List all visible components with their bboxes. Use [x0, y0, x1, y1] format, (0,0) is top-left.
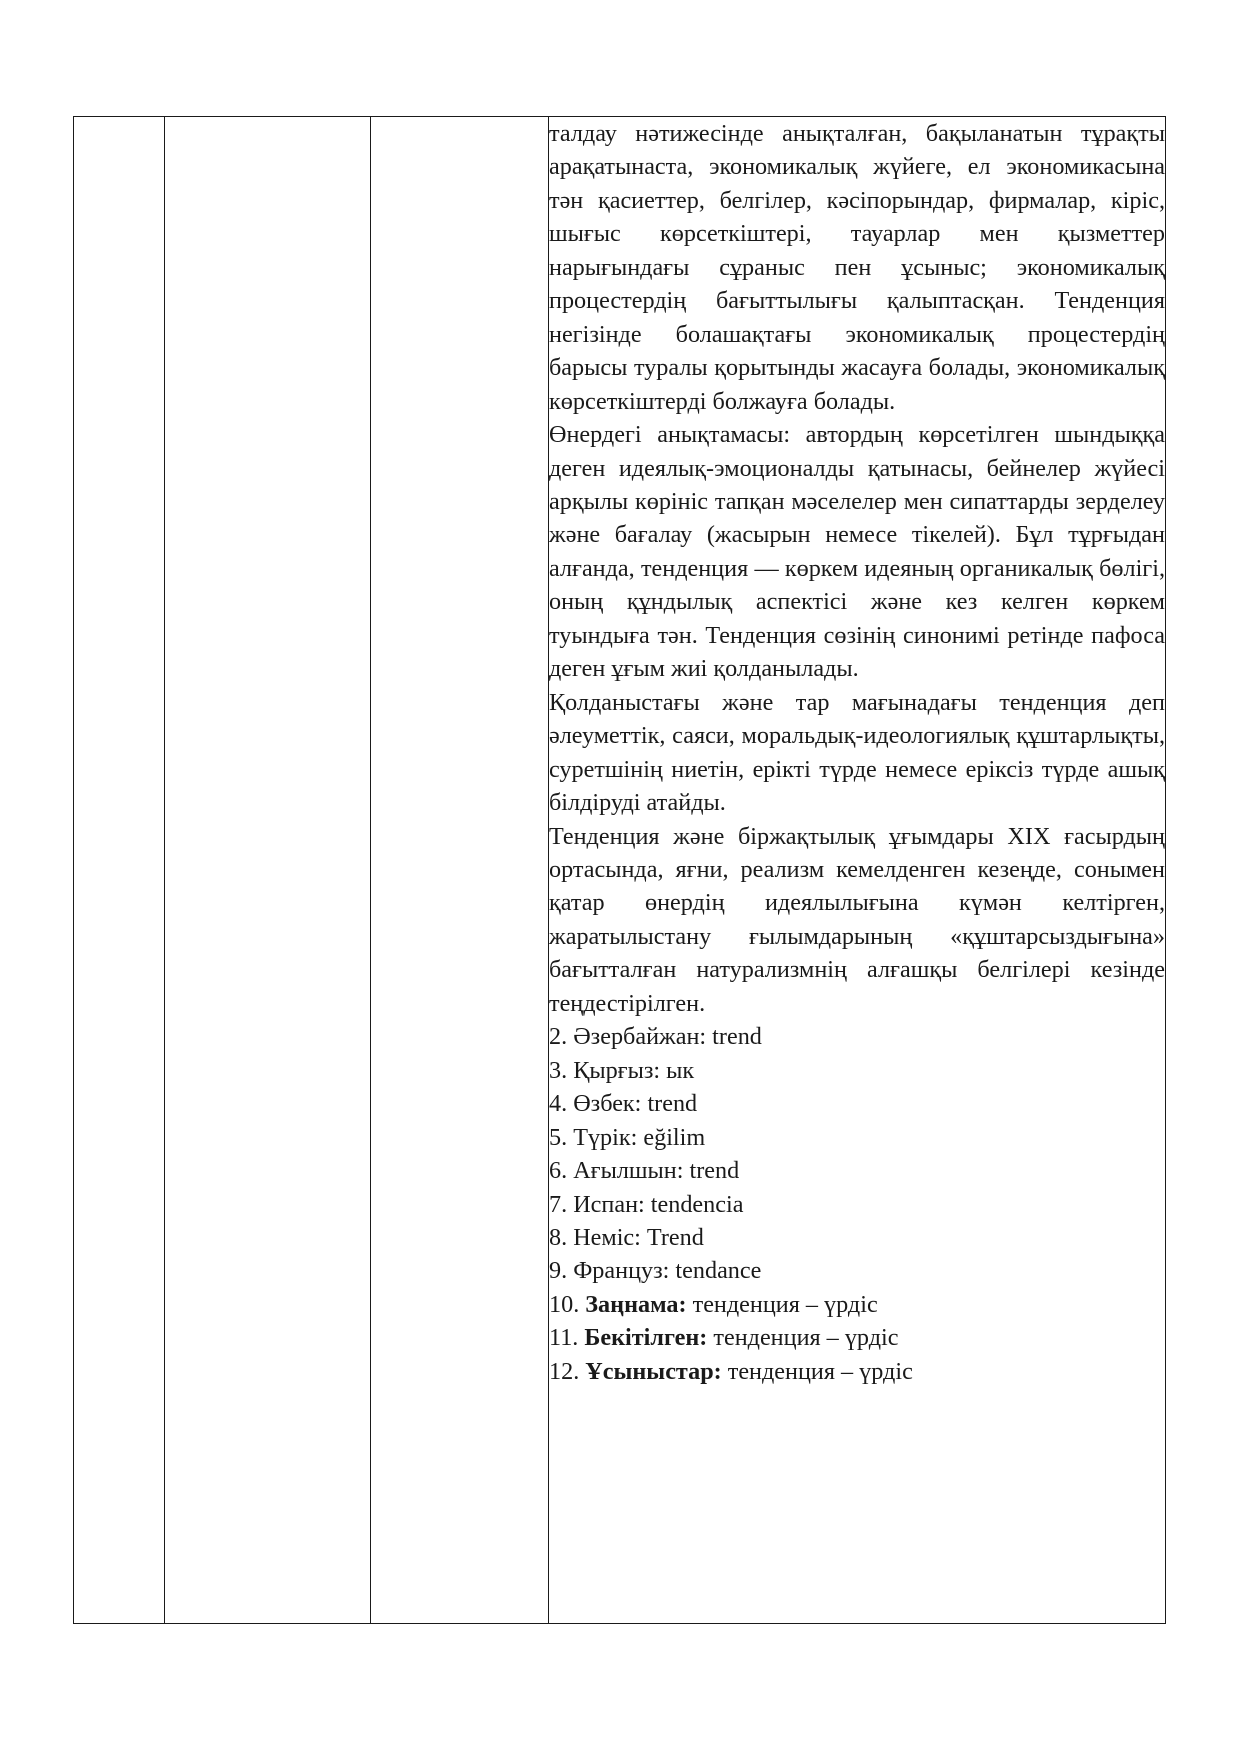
translation-item: 8. Неміс: Trend	[549, 1223, 704, 1251]
table-row	[74, 117, 1166, 1624]
translation-item: 6. Ағылшын: trend	[549, 1157, 740, 1185]
term-number: 12.	[549, 1357, 586, 1385]
translation-item: 3. Қырғыз: ык	[549, 1056, 695, 1084]
table-cell-3	[371, 117, 549, 1624]
translation-item: 2. Әзербайжан: trend	[549, 1023, 762, 1051]
paragraph-art-definition: Өнердегі анықтамасы: автордың көрсетілген шындыққа деген идеялық-эмоционалды қатынасы, бейнелер жүйесі арқылы көрініс тапқан мәселелер мен сипаттарды зерделеу және бағалау (жасырын немесе тікелей). Бұл тұрғыдан алғанда, тенденция — көркем идеяның органикалық бөлігі, оның құндылық аспектісі және кез келген көркем туындыға тән. Тенденция сөзінің синонимі ретінде пафоса деген ұғым жиі қолданылады.	[549, 421, 1165, 683]
translation-item: 4. Өзбек: trend	[549, 1090, 698, 1118]
table-cell-1	[74, 117, 165, 1624]
translation-item: 7. Испан: tendencia	[549, 1190, 744, 1218]
table-cell-text	[549, 117, 1166, 1624]
table-cell-2	[165, 117, 371, 1624]
term-number: 11.	[549, 1324, 585, 1352]
term-legislation	[549, 1288, 1165, 1321]
paragraph-history: Тенденция және біржақтылық ұғымдары XIX ғасырдың ортасында, яғни, реализм кемелденген кезеңде, сонымен қатар өнердің идеялылығына күмән келтірген, жаратылыстану ғылымдарының «құштарсыздығына» бағытталған натурализмнің алғашқы белгілері кезінде теңдестірілген.	[549, 822, 1165, 1017]
term-label: Бекітілген:	[584, 1324, 708, 1352]
paragraph-narrow-meaning: Қолданыстағы және тар мағынадағы тенденция деп әлеуметтік, саяси, моральдық-идеологиялық құштарлықты, суретшінің ниетін, ерікті түрде немесе еріксіз түрде ашық білдіруді атайды.	[549, 688, 1165, 817]
term-number: 10.	[549, 1290, 586, 1318]
term-value: тенденция – үрдіс	[721, 1357, 913, 1385]
paragraph-economics: талдау нәтижесінде анықталған, бақыланатын тұрақты арақатынаста, экономикалық жүйеге, ел экономикасына тән қасиеттер, белгілер, кәсіпорындар, фирмалар, кіріс, шығыс көрсеткіштері, тауарлар мен қызметтер нарығындағы сұраныс пен ұсыныс; экономикалық процестердің бағыттылығы қалыптасқан. Тенденция негізінде болашақтағы экономикалық процестердің барысы туралы қорытынды жасауға болады, экономикалық көрсеткіштерді болжауға болады.	[549, 120, 1165, 415]
translation-item: 9. Француз: tendance	[549, 1257, 762, 1285]
term-label: Заңнама:	[585, 1290, 687, 1318]
term-label: Ұсыныстар:	[585, 1357, 722, 1385]
term-value: тенденция – үрдіс	[707, 1324, 899, 1352]
translation-item: 5. Түрік: eğilim	[549, 1123, 706, 1151]
term-recommendations	[549, 1355, 1165, 1388]
content-table	[73, 116, 1166, 1624]
term-approved	[549, 1321, 1165, 1354]
term-value: тенденция – үрдіс	[686, 1290, 878, 1318]
